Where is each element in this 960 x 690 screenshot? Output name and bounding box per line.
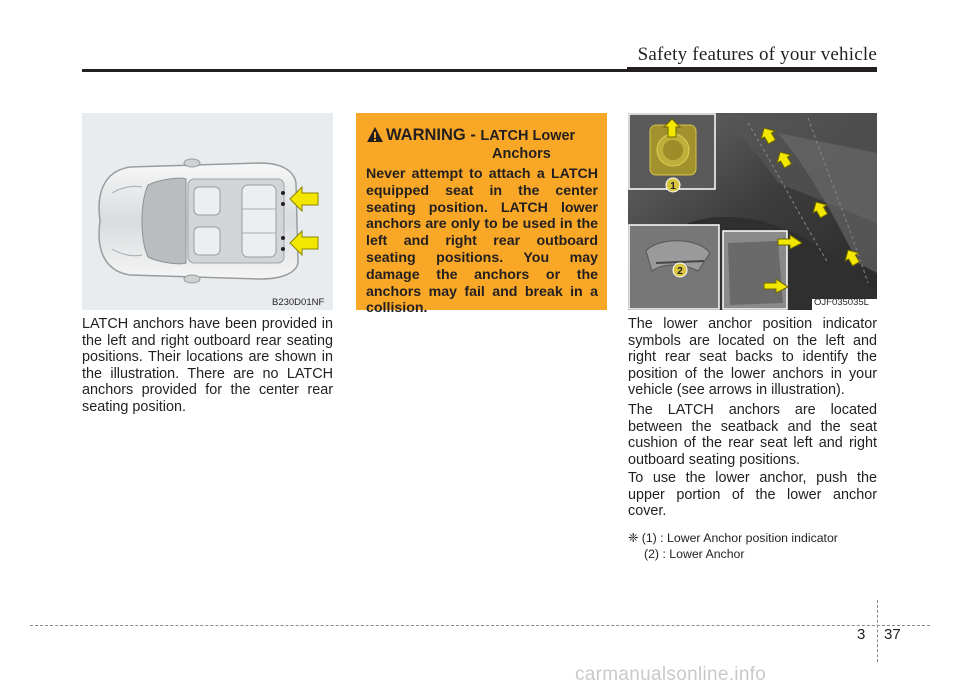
warning-heading: WARNING - — [386, 126, 481, 144]
callout-2: 2 — [677, 266, 683, 277]
rear-bench — [242, 185, 276, 257]
right-paragraph-1: The lower anchor position indicator symbols are located on the left and right rear seat backs to identify the position of the lower anchors in your vehicle (see arrows in illustration). — [628, 316, 877, 399]
section-title: Safety features of your vehicle — [637, 44, 877, 65]
footer-rule — [30, 625, 930, 626]
warning-title — [386, 126, 575, 145]
warning-box — [356, 113, 607, 317]
front-seat-left — [194, 187, 220, 215]
left-paragraph: LATCH anchors have been provided in the left and right outboard rear seating positions. Their locations are shown in the illustration. There are no LATCH anchors provided for the center rear seating position. — [82, 316, 333, 415]
header-rule-accent — [627, 67, 877, 72]
warning-body: Never attempt to attach a LATCH equipped seat in the center seating position. LATCH lower anchors are only to be used in the left and right rear outboard seating positions. You may damage the anchors or the anchors may fail and break in a collision. — [366, 166, 598, 317]
note-line-1 — [628, 530, 838, 546]
seat-anchor-photo — [628, 113, 877, 310]
windshield — [142, 178, 186, 264]
note-line-2: (2) : Lower Anchor — [644, 547, 745, 561]
warning-subject-line1: LATCH Lower — [480, 128, 576, 144]
note-symbol: ❈ — [628, 531, 639, 545]
car-top-view-illustration — [82, 113, 333, 310]
car-top-view-drawing — [82, 113, 333, 310]
warning-triangle-icon — [366, 126, 384, 143]
warning-subject-line2: Anchors — [492, 146, 551, 162]
footer-divider — [877, 600, 878, 662]
front-seat-right — [194, 227, 220, 255]
figure2-caption: OJF035035L — [814, 297, 869, 308]
chapter-number: 3 — [857, 626, 866, 643]
page-number: 37 — [884, 626, 901, 643]
watermark: carmanualsonline.info — [575, 664, 767, 685]
right-paragraph-2: The LATCH anchors are located between the seatback and the seat cushion of the rear seat left and right outboard seating positions. — [628, 402, 877, 468]
figure1-caption: B230D01NF — [272, 297, 325, 308]
note-text-1: (1) : Lower Anchor position indicator — [641, 531, 838, 545]
seat-anchor-drawing — [628, 113, 877, 310]
right-paragraph-3: To use the lower anchor, push the upper portion of the lower anchor cover. — [628, 470, 877, 520]
callout-1: 1 — [670, 181, 676, 192]
